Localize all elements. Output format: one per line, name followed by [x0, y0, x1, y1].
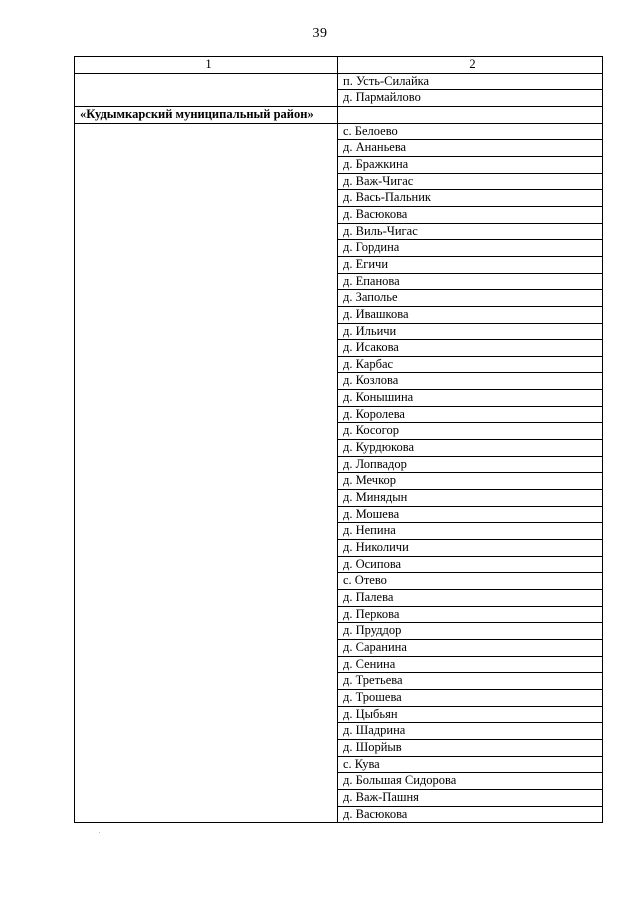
- table-header-row: [75, 57, 603, 74]
- settlement-cell: д. Ивашкова: [338, 306, 603, 323]
- settlement-cell: д. Трошева: [338, 689, 603, 706]
- settlement-cell: д. Лопвадор: [338, 456, 603, 473]
- settlement-cell: д. Козлова: [338, 373, 603, 390]
- table-row: [75, 123, 603, 140]
- settlement-cell: д. Николичи: [338, 540, 603, 557]
- settlement-cell: д. Саранина: [338, 639, 603, 656]
- settlement-cell: д. Пруддор: [338, 623, 603, 640]
- settlement-cell: с. Белоево: [338, 123, 603, 140]
- settlement-cell: д. Егичи: [338, 256, 603, 273]
- settlement-cell: д. Большая Сидорова: [338, 773, 603, 790]
- settlement-cell: д. Конышина: [338, 390, 603, 407]
- district-row-blank: [338, 106, 603, 123]
- settlements-table: [74, 56, 603, 823]
- settlement-cell: с. Кува: [338, 756, 603, 773]
- settlement-cell: с. Отево: [338, 573, 603, 590]
- settlement-cell: д. Васюкова: [338, 806, 603, 823]
- settlement-cell: д. Курдюкова: [338, 440, 603, 457]
- district-span-cell: [75, 123, 338, 823]
- settlement-cell: д. Ильичи: [338, 323, 603, 340]
- settlement-cell: д. Ананьева: [338, 140, 603, 157]
- settlement-cell: д. Непина: [338, 523, 603, 540]
- settlement-cell: д. Бражкина: [338, 156, 603, 173]
- settlement-cell: п. Усть-Силайка: [338, 73, 603, 90]
- settlement-cell: д. Цыбьян: [338, 706, 603, 723]
- settlement-cell: д. Шадрина: [338, 723, 603, 740]
- settlement-cell: д. Сенина: [338, 656, 603, 673]
- district-row: [75, 106, 603, 123]
- settlement-cell: д. Мечкор: [338, 473, 603, 490]
- settlement-cell: д. Королева: [338, 406, 603, 423]
- settlement-cell: д. Важ-Чигас: [338, 173, 603, 190]
- settlement-cell: д. Мошева: [338, 506, 603, 523]
- settlement-cell: д. Минядын: [338, 490, 603, 507]
- settlement-cell: д. Перкова: [338, 606, 603, 623]
- settlement-cell: д. Заполье: [338, 290, 603, 307]
- settlement-cell: д. Третьева: [338, 673, 603, 690]
- district-name: «Кудымкарский муниципальный район»: [75, 106, 338, 123]
- column-header-1: 1: [75, 57, 338, 74]
- table-row: [75, 73, 603, 90]
- settlement-cell: д. Осипова: [338, 556, 603, 573]
- settlement-cell: д. Карбас: [338, 356, 603, 373]
- settlement-cell: д. Исакова: [338, 340, 603, 357]
- settlement-cell: д. Васюкова: [338, 206, 603, 223]
- scan-artifact: [99, 832, 100, 833]
- settlement-cell: д. Пармайлово: [338, 90, 603, 107]
- settlement-cell: д. Косогор: [338, 423, 603, 440]
- settlement-cell: д. Шорйыв: [338, 739, 603, 756]
- settlement-cell: д. Палева: [338, 590, 603, 607]
- settlement-cell: д. Вась-Пальник: [338, 190, 603, 207]
- settlement-cell: д. Важ-Пашня: [338, 789, 603, 806]
- settlement-cell: д. Гордина: [338, 240, 603, 257]
- page-number: 39: [312, 26, 328, 41]
- settlement-cell: д. Епанова: [338, 273, 603, 290]
- column-header-2: 2: [338, 57, 603, 74]
- settlement-cell: д. Виль-Чигас: [338, 223, 603, 240]
- previous-district-cell: [75, 73, 338, 106]
